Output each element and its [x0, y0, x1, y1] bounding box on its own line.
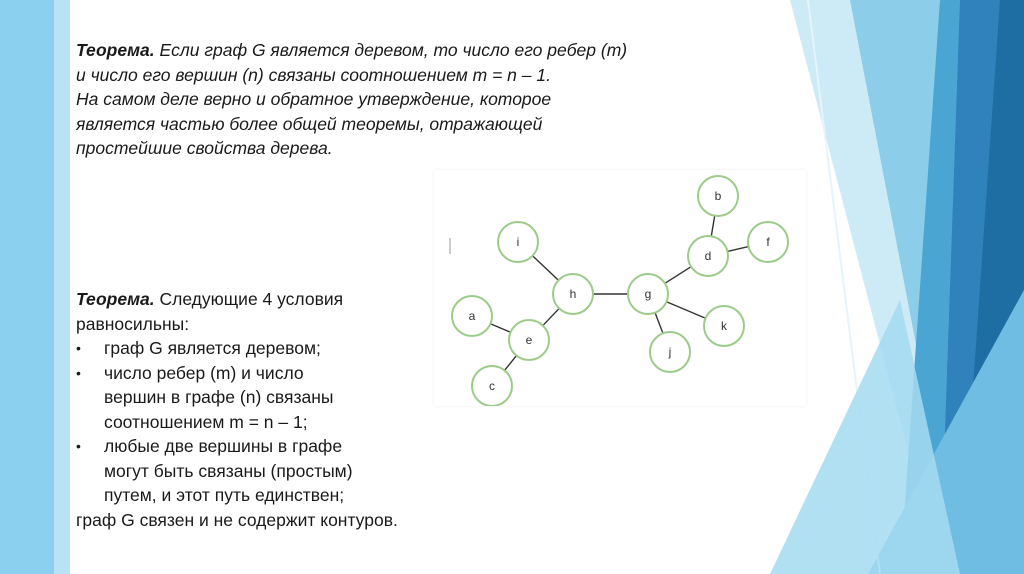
bullet-3-line-1: любые две вершины в графе [104, 436, 343, 456]
graph-edge-h-e [543, 308, 559, 325]
bullet-1-line-1: граф G является деревом; [104, 338, 321, 358]
bullet-dot-icon: • [76, 364, 81, 381]
graph-edge-d-f [727, 247, 748, 252]
theorem-1-label: Теорема. [76, 40, 155, 60]
bullet-item-2 [76, 361, 476, 435]
graph-node-h [553, 274, 593, 314]
graph-edge-a-e [490, 324, 510, 332]
graph-node-label: d [704, 249, 712, 263]
graph-edge-e-c [505, 356, 517, 371]
bullet-dot-icon: • [76, 340, 81, 356]
theorem-2-last: граф G связен и не содержит контуров. [76, 509, 398, 530]
graph-node-label: k [721, 319, 727, 333]
graph-node-k [704, 306, 744, 346]
graph-node-e [509, 320, 549, 360]
theorem-2-text [76, 287, 476, 532]
theorem-1-line-3: На самом деле верно и обратное утверждение, которое [76, 89, 552, 109]
graph-node-label: j [668, 345, 672, 359]
theorem-2-label: Теорема. [76, 289, 155, 309]
bullet-dot-icon: • [76, 438, 81, 454]
theorem-1-line-1: Если граф G является деревом, то число его ребер (m) [154, 40, 628, 60]
bullet-item-3 [76, 434, 476, 508]
theorem-2-intro-2: равносильны: [76, 313, 190, 334]
graph-node-label: f [766, 235, 770, 249]
graph-node-label: e [525, 333, 533, 347]
theorem-1-line-4: является частью более общей теоремы, отражающей [76, 113, 543, 134]
tree-graph-svg [434, 170, 806, 406]
bullet-2-line-2: вершин в графе (n) связаны [104, 387, 334, 407]
bullet-3-line-2: могут быть связаны (простым) [104, 460, 353, 481]
graph-edge-g-j [655, 313, 663, 334]
bullet-3-line-3: путем, и этот путь единствен; [104, 485, 345, 505]
graph-node-label: b [714, 189, 722, 203]
graph-node-i [498, 222, 538, 262]
theorem-1-text [76, 38, 776, 161]
tree-graph-figure [434, 170, 806, 406]
graph-node-j [650, 332, 690, 372]
graph-node-f [748, 222, 788, 262]
graph-node-g [628, 274, 668, 314]
theorem-2-intro: Следующие 4 условия [154, 289, 344, 309]
theorem-1-line-5: простейшие свойства дерева. [76, 138, 333, 158]
graph-node-label: i [516, 235, 520, 249]
left-decor-strip [54, 0, 70, 574]
graph-node-b [698, 176, 738, 216]
bullet-2-line-1: число ребер (m) и число [104, 362, 304, 383]
graph-node-c [472, 366, 512, 406]
graph-edge-i-h [533, 256, 559, 281]
graph-node-label: h [569, 287, 577, 301]
graph-node-d [688, 236, 728, 276]
bullet-item-1 [76, 336, 476, 361]
graph-node-label: c [489, 379, 495, 393]
theorem-1-line-2: и число его вершин (n) связаны соотношением m = n – 1. [76, 64, 551, 85]
graph-edge-d-g [665, 267, 691, 284]
bullet-2-line-3: соотношением m = n – 1; [104, 411, 308, 432]
graph-node-label: a [468, 309, 476, 323]
graph-edge-b-d [711, 216, 714, 237]
graph-edge-g-k [666, 302, 705, 318]
graph-node-label: g [644, 287, 652, 301]
